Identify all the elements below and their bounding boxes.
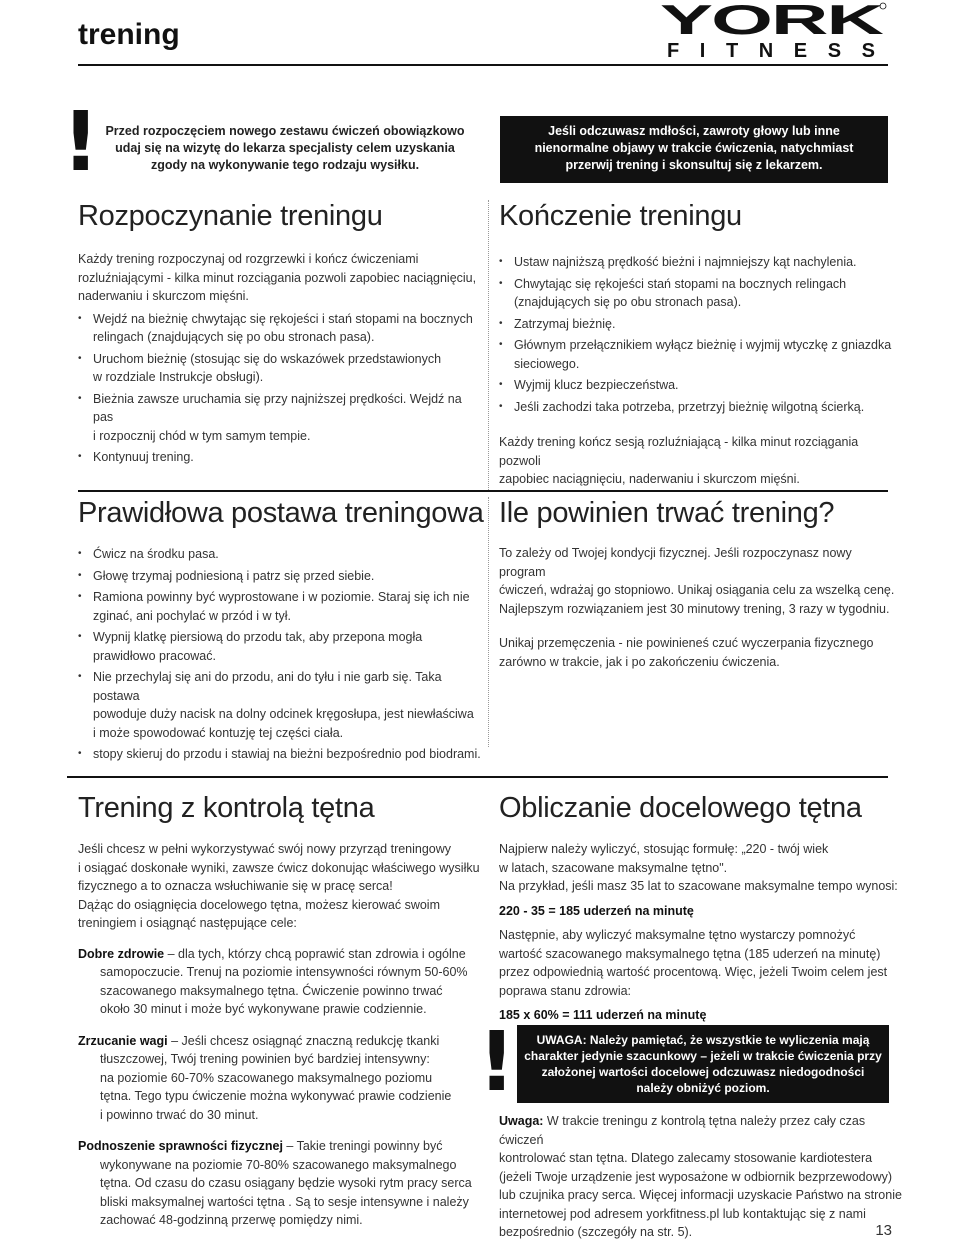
goal-text: tętna. Od czasu do czasu osiągany będzie wysoki rytm pracy serca <box>100 1176 472 1190</box>
duration-para <box>499 544 899 618</box>
goal-text: zachować 48-godzinną przerwę pomiędzy nimi. <box>100 1213 363 1227</box>
target-warning-line: należy obniżyć poziom. <box>636 1081 770 1095</box>
section-title-hr-training: Trening z kontrolą tętna <box>78 792 375 824</box>
warning-left-text <box>100 123 470 174</box>
start-intro-line: naderwaniu i skurczom mięśni. <box>78 289 249 303</box>
target-line: w latach, szacowane maksymalne tętno". <box>499 860 728 875</box>
goal-term: Zrzucanie wagi <box>78 1033 168 1048</box>
list-item-text: Ramiona powinny być wyprostowane i w poziomie. Staraj się ich nie <box>93 590 470 604</box>
end-steps-list <box>499 253 899 416</box>
note-line: W trakcie treningu z kontrolą tętna należy przez cały czas ćwiczeń <box>499 1114 866 1147</box>
list-item-text: prawidłowo pracować. <box>93 648 216 663</box>
list-item-text: Kontynuuj trening. <box>93 450 194 464</box>
list-item-text: Nie przechylaj się ani do przodu, ani do tyłu i nie garb się. Taka postawa <box>93 670 442 703</box>
note-line: internetowej pod adresem yorkfitness.pl lub kontaktując się z nami <box>499 1206 866 1221</box>
hr-intro-line: treningiem i osiągnąć następujące cele: <box>78 916 297 930</box>
hr-intro-line: Dążąc do osiągnięcia docelowego tętna, możesz kierować swoim <box>78 897 440 912</box>
formula-max-hr: 220 - 35 = 185 uderzeń na minutę <box>499 903 694 918</box>
posture-list <box>78 545 483 764</box>
target-line: Na przykład, jeśli masz 35 lat to szacowane maksymalne tempo wynosi: <box>499 879 898 893</box>
hr-intro-line: Jeśli chcesz w pełni wykorzystywać swój nowy przyrząd treningowy <box>78 842 452 856</box>
target-note-text <box>499 1112 909 1242</box>
list-item <box>499 336 899 373</box>
page-title: trening <box>78 18 180 51</box>
goal-text: samopoczucie. Trenuj na poziomie intensywności równym 50-60% <box>100 965 468 979</box>
end-outro-line: zapobiec naciągnięciu, naderwaniu i skurczom mięśni. <box>499 472 800 486</box>
list-item-text: zginać, ani pochylać w przód i w tył. <box>93 608 292 623</box>
end-outro-line: Każdy trening kończ sesją rozluźniającą - kilka minut rozciągania pozwoli <box>499 435 859 468</box>
list-item <box>78 628 483 665</box>
column-divider <box>488 497 490 747</box>
svg-text:FITNESS: FITNESS <box>667 40 875 62</box>
goal-weight-loss <box>78 1032 483 1125</box>
list-item <box>499 398 899 417</box>
list-item <box>499 376 899 395</box>
goal-text: wykonywane na poziomie 70-80% szacowanego maksymalnego <box>100 1157 457 1172</box>
section-rule <box>67 776 888 778</box>
warning-left-line: Przed rozpoczęciem nowego zestawu ćwiczeń obowiązkowo <box>105 124 465 138</box>
list-item-text: Wypnij klatkę piersiową do przodu tak, aby przepona mogła <box>93 630 423 644</box>
end-outro <box>499 433 899 489</box>
end-section <box>499 253 899 489</box>
list-item <box>78 567 483 586</box>
target-hr-section <box>499 840 899 1025</box>
target-warning-box <box>517 1025 889 1103</box>
list-item <box>78 745 483 764</box>
list-item-text: powoduje duży nacisk na dolny odcinek kręgosłupa, jest niewłaściwa <box>93 707 474 721</box>
list-item-text: Ustaw najniższą prędkość bieżni i najmniejszy kąt nachylenia. <box>514 255 857 269</box>
list-item-text: (znajdujących się po obu stronach pasa). <box>514 295 742 309</box>
target-para <box>499 926 899 1000</box>
start-section <box>78 250 478 470</box>
section-title-duration: Ile powinien trwać trening? <box>499 497 835 529</box>
list-item <box>499 315 899 334</box>
column-divider <box>488 200 490 490</box>
list-item-text: i rozpocznij chód w tym samym tempie. <box>93 428 311 443</box>
list-item-text: Wejdź na bieżnię chwytając się rękojeści i stań stopami na bocznych <box>93 311 473 326</box>
hr-intro <box>78 840 483 933</box>
target-para <box>499 840 899 896</box>
target-line: poprawa stanu zdrowia: <box>499 983 632 998</box>
section-title-end: Kończenie treningu <box>499 200 742 232</box>
page-number: 13 <box>875 1222 892 1239</box>
goal-text: – dla tych, którzy chcą poprawić stan zdrowia i ogólne <box>164 946 466 961</box>
note-line: lub czujnika pracy serca. Więcej informacji uzyskacie Państwo na stronie <box>499 1188 902 1202</box>
list-item <box>78 350 478 387</box>
goal-text: szacowanego maksymalnego tętna. Ćwiczenie powinno trwać <box>100 983 443 998</box>
warning-exclamation-icon: ! <box>478 1015 516 1110</box>
note-line: (jeżeli Twoje urządzenie jest wyposażone w odbiornik bezprzewodowy) <box>499 1169 893 1184</box>
start-steps-list <box>78 310 478 467</box>
hr-intro-line: i osiągać doskonałe wyniki, zawsze ćwicz dokonując właściwego wysiłku <box>78 860 480 875</box>
goal-text: bliski maksymalnej wartości tętna . Są to sesje intensywne i należy <box>100 1194 469 1209</box>
target-warning-line: charakter jedynie szacunkowy – jeżeli w trakcie ćwiczenia przy <box>524 1049 882 1063</box>
list-item-text: Ćwicz na środku pasa. <box>93 547 219 561</box>
list-item <box>78 588 483 625</box>
list-item-text: i może spowodować kontuzję tej części ciała. <box>93 725 344 740</box>
target-warning-line: założonej wartości docelowej odczuwasz niedogodności <box>541 1065 865 1079</box>
list-item-text: w rozdziale Instrukcje obsługi). <box>93 370 264 384</box>
goal-term: Dobre zdrowie <box>78 946 165 961</box>
goal-health <box>78 945 483 1019</box>
list-item <box>78 390 478 446</box>
start-intro-line: rozluźniającymi - kilka minut rozciągania pozwoli zapobiec naciągnięciu, <box>78 270 477 285</box>
note-line: kontrolować stan tętna. Dlatego zalecamy stosowanie kardiotestera <box>499 1151 873 1165</box>
goal-text: tętna. Tego typu ćwiczenie można wykonywać prawie codzienie <box>100 1089 452 1103</box>
goal-text: około 30 minut i może być wykonywane prawie codziennie. <box>100 1002 427 1016</box>
target-line: Najpierw należy wyliczyć, stosując formułę: „220 - twój wiek <box>499 842 829 856</box>
duration-para <box>499 634 899 671</box>
list-item-text: Chwytając się rękojeści stań stopami na bocznych relingach <box>514 276 847 291</box>
list-item-text: Wyjmij klucz bezpieczeństwa. <box>514 378 679 392</box>
section-title-start: Rozpoczynanie treningu <box>78 200 383 232</box>
section-rule <box>78 490 888 492</box>
header-rule <box>78 64 888 66</box>
list-item-text: Głowę trzymaj podniesioną i patrz się przed siebie. <box>93 568 375 583</box>
duration-line: Unikaj przemęczenia - nie powinieneś czuć wyczerpania fizycznego <box>499 636 874 650</box>
list-item-text: Uruchom bieżnię (stosując się do wskazówek przedstawionych <box>93 351 442 366</box>
goal-text: i powinno trwać do 30 minut. <box>100 1107 259 1122</box>
list-item-text: Głównym przełącznikiem wyłącz bieżnię i wyjmij wtyczkę z gniazdka <box>514 338 892 352</box>
list-item <box>499 275 899 312</box>
duration-line: To zależy od Twojej kondycji fizycznej. Jeśli rozpoczynasz nowy program <box>499 546 852 579</box>
duration-line: ćwiczeń, wdrażaj go stopniowo. Unikaj osiągania celu za wszelką cenę. <box>499 583 895 597</box>
list-item-text: Bieżnia zawsze uruchamia się przy najniższej prędkości. Wejdź na pas <box>93 391 462 424</box>
note-label: Uwaga: <box>499 1114 544 1128</box>
warning-right-line: nienormalne objawy w trakcie ćwiczenia, natychmiast <box>534 141 854 155</box>
start-intro <box>78 250 478 306</box>
start-intro-line: Każdy trening rozpoczynaj od rozgrzewki i kończ ćwiczeniami <box>78 252 419 266</box>
list-item <box>78 310 478 347</box>
duration-line: Najlepszym rozwiązaniem jest 30 minutowy trening, 3 razy w tygodniu. <box>499 601 890 616</box>
list-item-text: Jeśli zachodzi taka potrzeba, przetrzyj bieżnię wilgotną ścierką. <box>514 399 865 414</box>
target-line: przez odpowiednią wartość procentową. Więc, jeżeli Twoim celem jest <box>499 965 888 979</box>
duration-line: zarówno w trakcie, jak i po zakończeniu ćwiczenia. <box>499 654 780 669</box>
goal-fitness <box>78 1137 483 1230</box>
list-item <box>78 448 478 467</box>
section-title-target-hr: Obliczanie docelowego tętna <box>499 792 862 824</box>
warning-right-line: Jeśli odczuwasz mdłości, zawroty głowy lub inne <box>548 124 840 138</box>
target-note <box>499 1112 909 1242</box>
warning-right-box <box>500 116 888 183</box>
list-item <box>78 545 483 564</box>
goal-text: – Jeśli chcesz osiągnąć znaczną redukcję tkanki <box>167 1033 440 1048</box>
hr-training-section <box>78 840 483 1230</box>
warning-left-line: zgody na wykonywanie tego rodzaju wysiłku. <box>150 158 420 172</box>
hr-intro-line: fizycznego a to oznacza wsłuchiwanie się w pracę serca! <box>78 879 393 893</box>
list-item-text: stopy skieruj do przodu i stawiaj na bieżni bezpośrednio pod biodrami. <box>93 747 481 761</box>
list-item-text: relingach (znajdujących się po obu stronach pasa). <box>93 330 375 344</box>
target-warning-line: UWAGA: Należy pamiętać, że wszystkie te wyliczenia mają <box>536 1033 870 1047</box>
york-fitness-logo <box>655 0 887 64</box>
goal-text: na poziomie 60-70% szacowanego maksymalnego poziomu <box>100 1070 433 1085</box>
warning-exclamation-icon: ! <box>62 95 100 190</box>
duration-section <box>499 544 899 671</box>
goal-text: tłuszczowej, Twój trening powinien być bardziej intensywny: <box>100 1052 430 1066</box>
posture-section <box>78 545 483 767</box>
goal-text: – Takie treningi powinny być <box>282 1139 443 1153</box>
list-item-text: Zatrzymaj bieżnię. <box>514 316 616 331</box>
list-item <box>78 668 483 742</box>
formula-target-hr: 185 x 60% = 111 uderzeń na minutę <box>499 1008 707 1022</box>
target-line: wartość szacowanego maksymalnego tętna (185 uderzeń na minutę) <box>499 946 881 961</box>
note-line: bezpośrednio (szczegóły na str. 5). <box>499 1225 693 1239</box>
section-title-posture: Prawidłowa postawa treningowa <box>78 497 484 529</box>
list-item-text: sieciowego. <box>514 356 580 371</box>
warning-right-line: przerwij trening i skonsultuj się z lekarzem. <box>565 158 823 172</box>
goal-term: Podnoszenie sprawności fizycznej <box>78 1139 283 1153</box>
target-line: Następnie, aby wyliczyć maksymalne tętno wystarczy pomnożyć <box>499 928 856 942</box>
warning-left-line: udaj się na wizytę do lekarza specjalisty celem uzyskania <box>115 141 455 155</box>
list-item <box>499 253 899 272</box>
svg-text:YORK: YORK <box>660 0 884 43</box>
